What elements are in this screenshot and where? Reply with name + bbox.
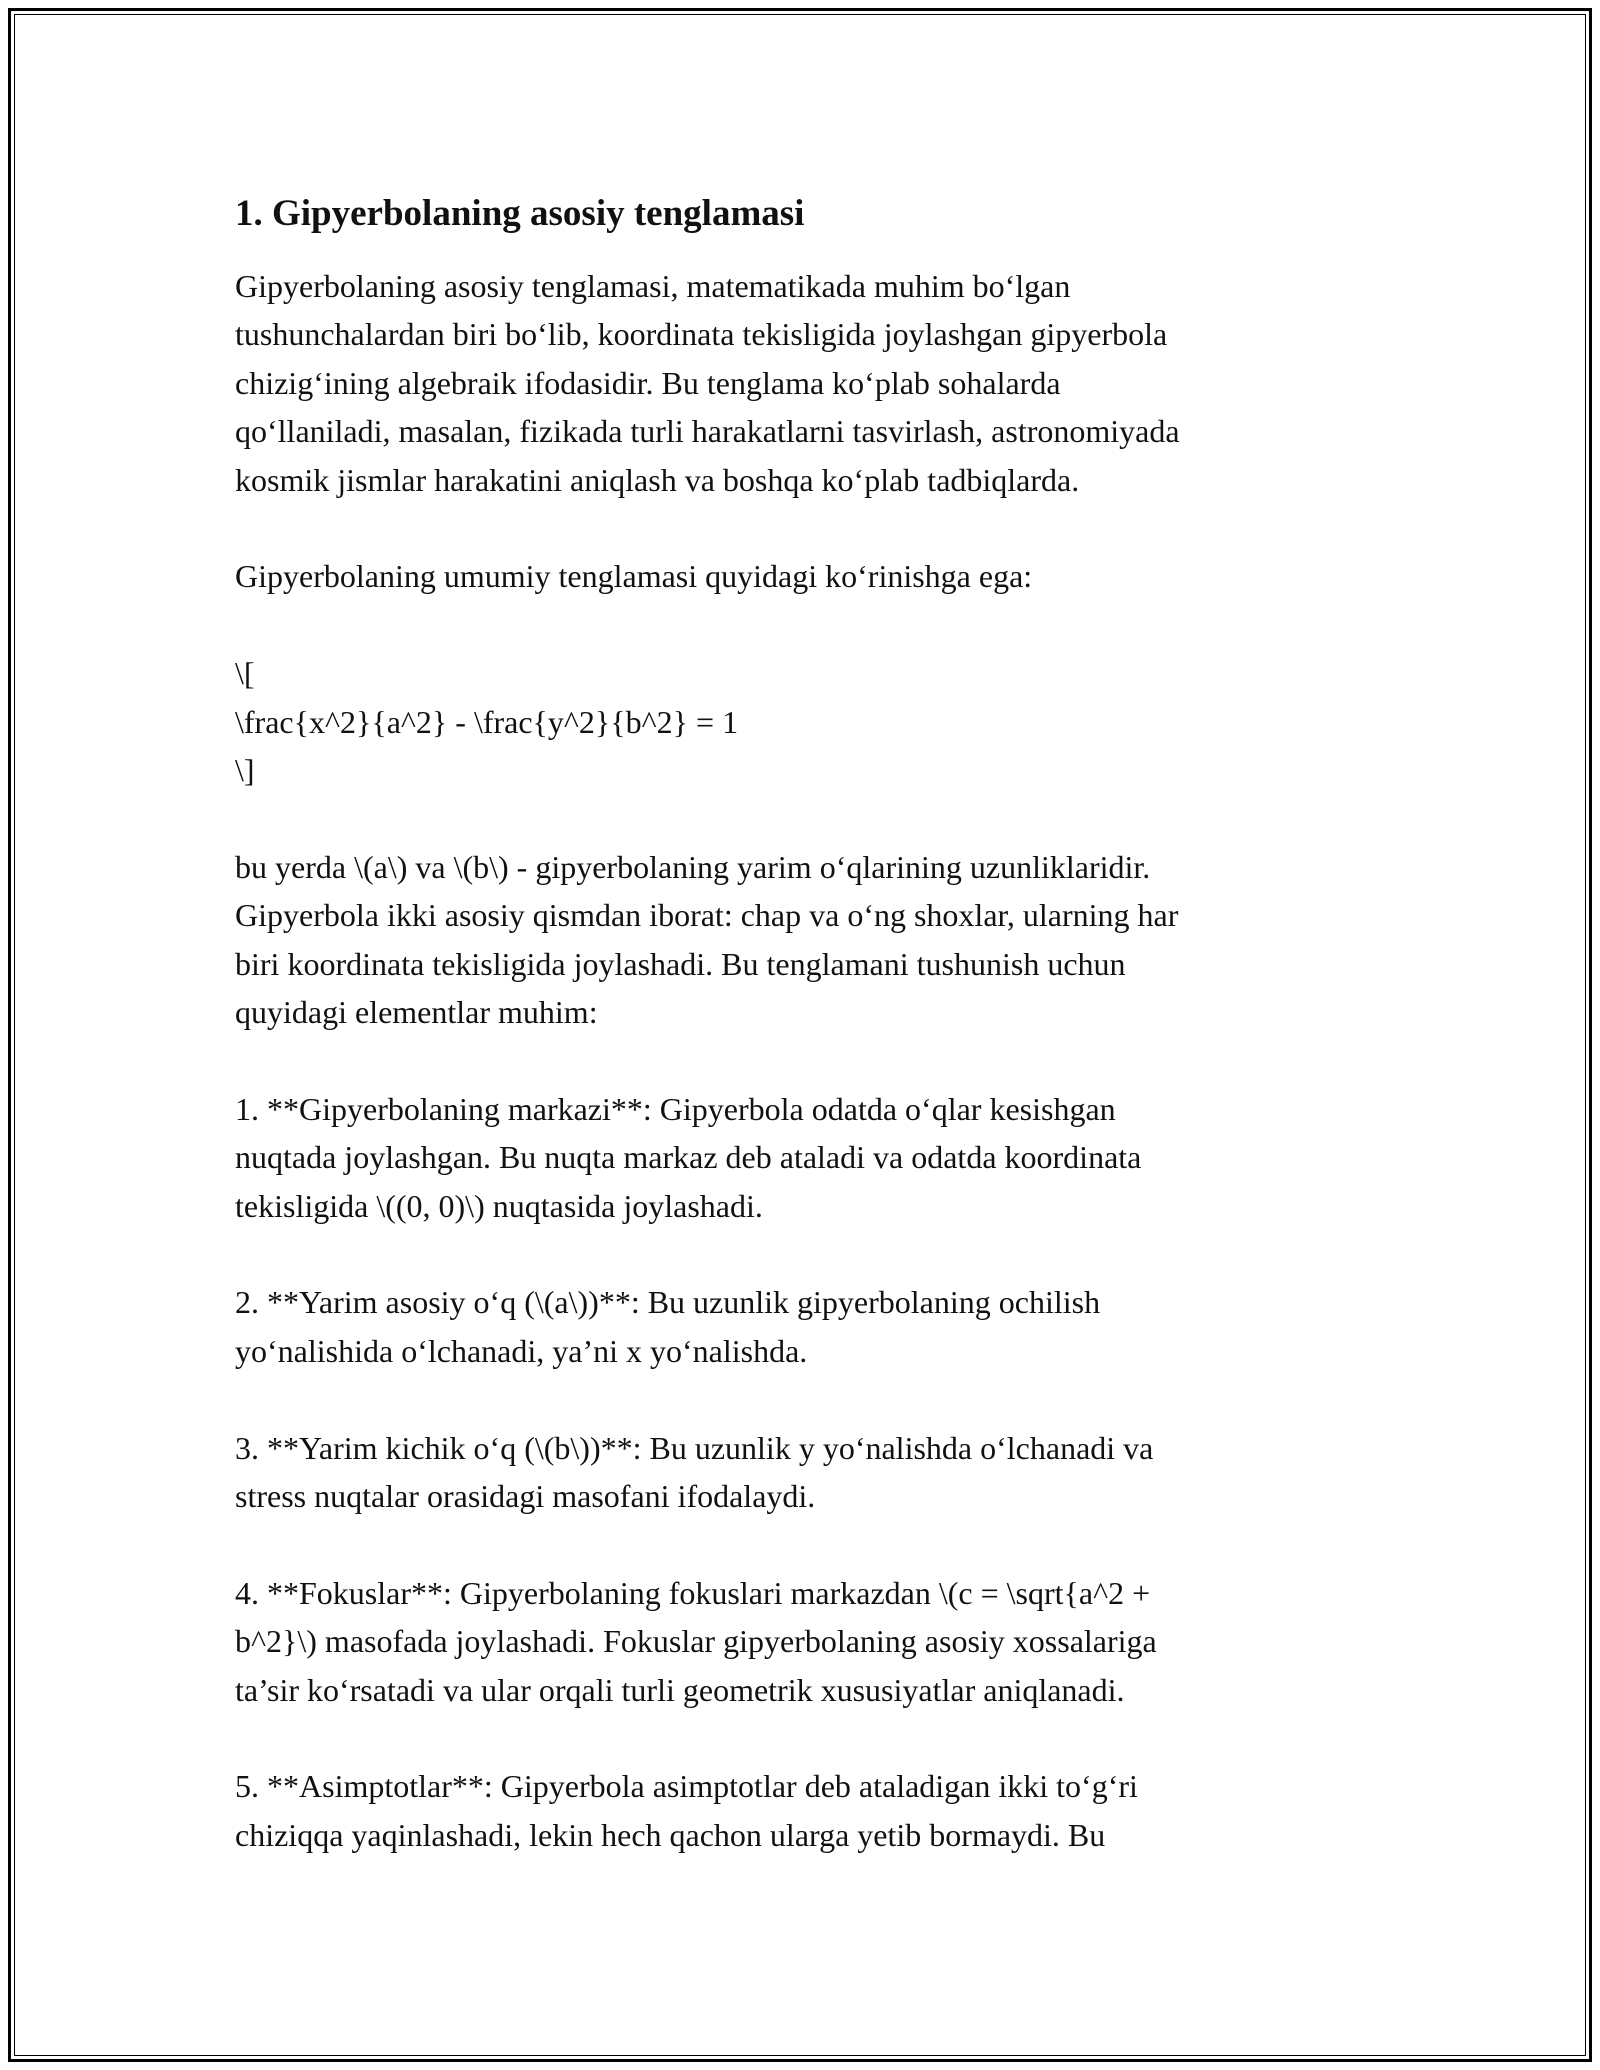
list-item-center: 1. **Gipyerbolaning markazi**: Gipyerbola odatda o‘qlar kesishgan nuqtada joylashgan. Bu nuqta markaz deb ataladi va odatda koordinata tekisligida \((0, 0)\) nuqtasida joylashadi. bbox=[235, 1090, 1142, 1224]
list-item-foci: 4. **Fokuslar**: Gipyerbolaning fokuslari markazdan \(c = \sqrt{a^2 + b^2}\) masofada joylashadi. Fokuslar gipyerbolaning asosiy xossalariga ta’sir ko‘rsatadi va ular orqali turli geometrik xususiyatlar aniqlanadi. bbox=[235, 1574, 1157, 1708]
equation-block: \[ \frac{x^2}{a^2} - \frac{y^2}{b^2} = 1 \] bbox=[235, 655, 739, 789]
section-heading: 1. Gipyerbolaning asosiy tenglamasi bbox=[235, 193, 805, 234]
list-item-major-axis: 2. **Yarim asosiy o‘q (\(a\))**: Bu uzunlik gipyerbolaning ochilish yo‘nalishida o‘lchanadi, ya’ni x yo‘nalishda. bbox=[235, 1284, 1101, 1369]
explanation-paragraph: bu yerda \(a\) va \(b\) - gipyerbolaning yarim o‘qlarining uzunliklaridir. Gipyerbola ikki asosiy qismdan iborat: chap va o‘ng shoxlar, ularning har biri koordinata tekisligida joylashadi. Bu tenglamani tushunish uchun quyidagi elementlar muhim: bbox=[235, 848, 1179, 1031]
document-body bbox=[235, 188, 1335, 1908]
equation-intro-paragraph: Gipyerbolaning umumiy tenglamasi quyidagi ko‘rinishga ega: bbox=[235, 558, 1033, 595]
intro-paragraph: Gipyerbolaning asosiy tenglamasi, matematikada muhim bo‘lgan tushunchalardan biri bo‘lib, koordinata tekisligida joylashgan gipyerbola chizig‘ining algebraik ifodasidir. Bu tenglama ko‘plab sohalarda qo‘llaniladi, masalan, fizikada turli harakatlarni tasvirlash, astronomiyada kosmik jismlar harakatini aniqlash va boshqa ko‘plab tadbiqlarda. bbox=[235, 268, 1180, 498]
list-item-asymptotes: 5. **Asimptotlar**: Gipyerbola asimptotlar deb ataladigan ikki to‘g‘ri chiziqqa yaqinlashadi, lekin hech qachon ularga yetib bormaydi. Bu bbox=[235, 1768, 1138, 1853]
list-item-minor-axis: 3. **Yarim kichik o‘q (\(b\))**: Bu uzunlik y yo‘nalishda o‘lchanadi va stress nuqtalar orasidagi masofani ifodalaydi. bbox=[235, 1429, 1154, 1515]
